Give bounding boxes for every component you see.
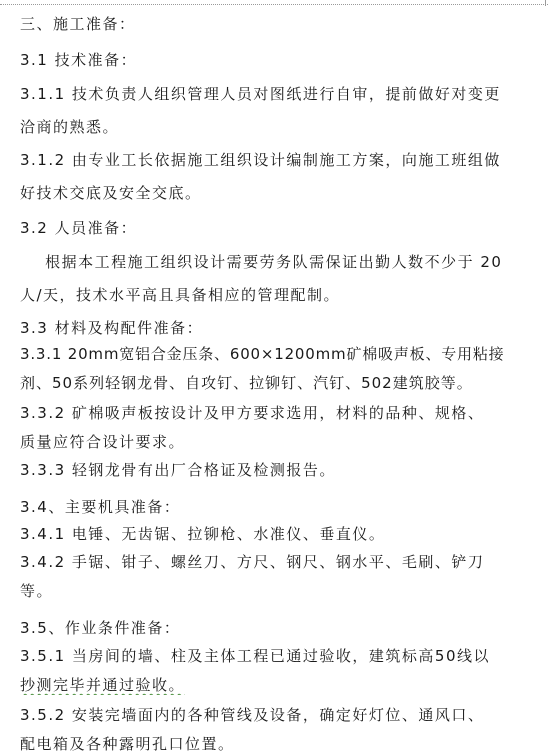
paragraph-line: 3.3.1 20mm宽铝合金压条、600×1200mm矿棉吸声板、专用粘接 xyxy=(20,345,505,363)
paragraph-line: 3.4.2 手锯、钳子、螺丝刀、方尺、钢尺、钢水平、毛刷、铲刀 xyxy=(20,553,485,571)
paragraph-line: 根据本工程施工组织设计需要劳务队需保证出勤人数不少于 20 xyxy=(20,253,503,271)
paragraph-line: 等。 xyxy=(20,582,54,600)
page-corner-mark xyxy=(545,0,546,6)
paragraph-line: 3.5.1 当房间的墙、柱及主体工程已通过验收，建筑标高50线以 xyxy=(20,647,491,665)
paragraph-line: 3.4.1 电锤、无齿锯、拉铆枪、水准仪、垂直仪。 xyxy=(20,525,386,543)
paragraph-line: 3.5.2 安装完墙面内的各种管线及设备，确定好灯位、通风口、 xyxy=(20,706,485,724)
paragraph-line: 剂、50系列轻钢龙骨、自攻钉、拉铆钉、汽钉、502建筑胶等。 xyxy=(20,374,473,392)
paragraph-line: 3.1.1 技术负责人组织管理人员对图纸进行自审，提前做好对变更 xyxy=(20,85,501,103)
paragraph-line: 3.1.2 由专业工长依据施工组织设计编制施工方案，向施工班组做 xyxy=(20,151,501,169)
subsection-heading: 3.3 材料及构配件准备： xyxy=(20,319,204,337)
paragraph-line: 人/天，技术水平高且具备相应的管理配制。 xyxy=(20,286,341,304)
page-top-edge xyxy=(0,4,548,5)
paragraph-line: 洽商的熟悉。 xyxy=(20,118,120,136)
paragraph-line: 抄测完毕并通过验收。 xyxy=(20,676,186,694)
subsection-heading: 3.2 人员准备： xyxy=(20,219,138,237)
subsection-heading: 3.4、主要机具准备： xyxy=(20,498,181,516)
paragraph-line: 3.3.3 轻钢龙骨有出厂合格证及检测报告。 xyxy=(20,461,336,479)
paragraph-line: 好技术交底及安全交底。 xyxy=(20,184,202,202)
paragraph-line: 质量应符合设计要求。 xyxy=(20,433,186,451)
subsection-heading: 3.1 技术准备： xyxy=(20,51,138,69)
subsection-heading: 3.5、作业条件准备： xyxy=(20,619,181,637)
paragraph-line: 配电箱及各种露明孔口位置。 xyxy=(20,735,235,753)
section-heading: 三、施工准备： xyxy=(20,15,136,33)
paragraph-line: 3.3.2 矿棉吸声板按设计及甲方要求选用，材料的品种、规格、 xyxy=(20,404,485,422)
